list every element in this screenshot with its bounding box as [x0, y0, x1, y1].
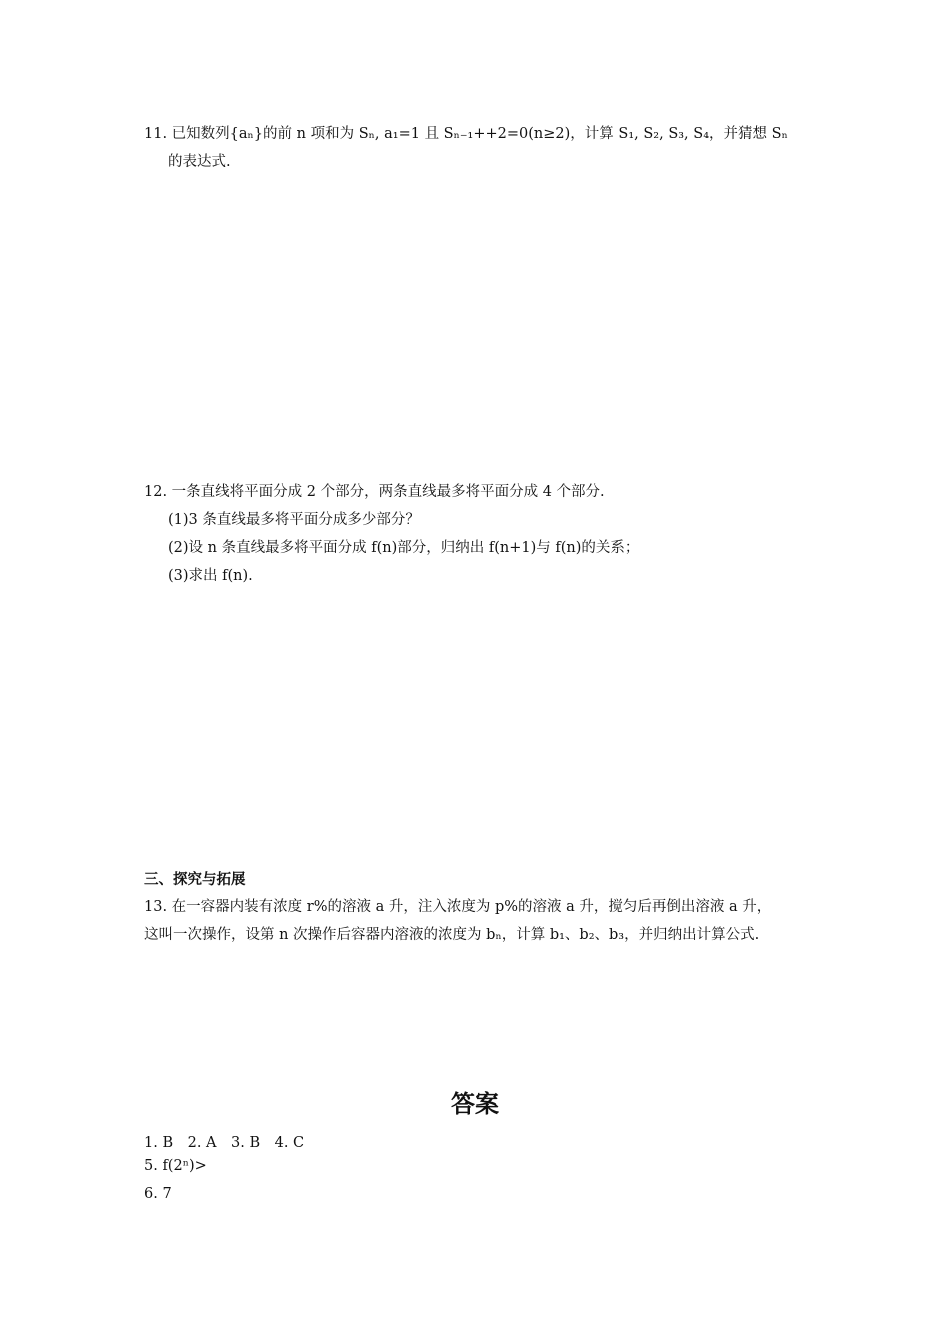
q12-part-2: (2)设 n 条直线最多将平面分成 f(n)部分，归纳出 f(n+1)与 f(n)的关系；	[168, 540, 640, 556]
answer-5: 5. f(2ⁿ)>	[144, 1158, 207, 1174]
q11-line-1: 11. 已知数列{aₙ}的前 n 项和为 Sₙ, a₁=1 且 Sₙ₋₁++2=0(n≥2)，计算 S₁, S₂, S₃, S₄，并猜想 Sₙ	[144, 126, 788, 142]
q13-line-1: 13. 在一容器内装有浓度 r%的溶液 a 升，注入浓度为 p%的溶液 a 升，搅匀后再倒出溶液 a 升，	[144, 899, 772, 915]
q11-line-2: 的表达式.	[168, 154, 231, 170]
q12-stem: 12. 一条直线将平面分成 2 个部分，两条直线最多将平面分成 4 个部分.	[144, 484, 605, 500]
answers-1-4: 1. B 2. A 3. B 4. C	[144, 1135, 305, 1151]
q13-line-2: 这叫一次操作，设第 n 次操作后容器内溶液的浓度为 bₙ，计算 b₁、b₂、b₃，并归纳出计算公式.	[144, 927, 760, 943]
answers-title: 答案	[451, 1090, 499, 1118]
answer-6: 6. 7	[144, 1186, 172, 1202]
q12-part-1: (1)3 条直线最多将平面分成多少部分？	[168, 512, 420, 528]
section-heading: 三、探究与拓展	[144, 872, 246, 888]
q12-part-3: (3)求出 f(n).	[168, 568, 253, 584]
